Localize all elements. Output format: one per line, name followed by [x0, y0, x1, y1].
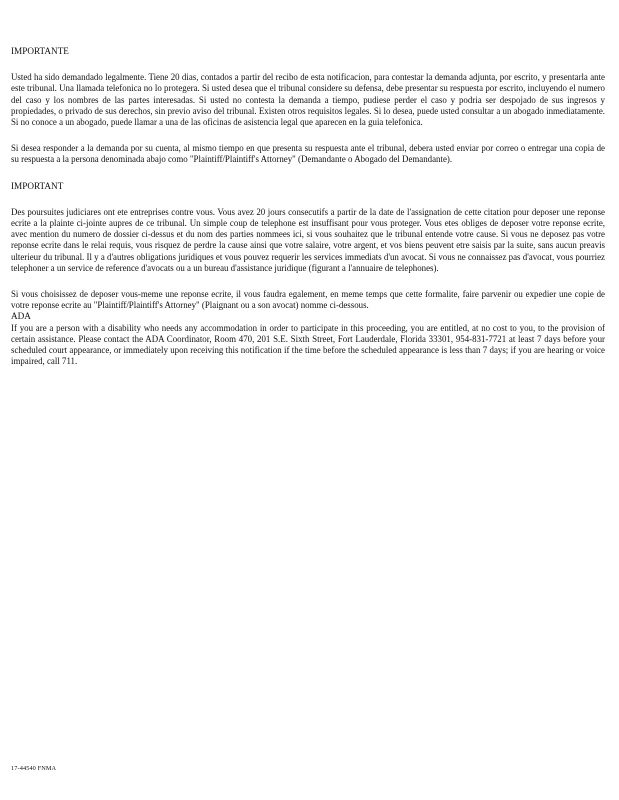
french-paragraph-1: Des poursuites judiciares ont ete entreprises contre vous. Vous avez 20 jours consecutifs a partir de la date de l'assignation de cette citation pour deposer une reponse ecrite a la plainte ci-jointe aupres de ce tribunal. Un simple coup de telephone est insuffisant pour vous proteger. Vous etes obliges de deposer votre reponse ecrite, avec mention du numero de dossier ci-dessus et du nom des parties nommees ici, si vous souhaitez que le tribunal entende votre cause. Si vous ne deposez pas votre reponse ecrite dans le relai requis, vous risquez de perdre la cause ainsi que votre salaire, votre argent, et vos biens peuvent etre saisis par la suite, sans aucun preavis ulterieur du tribunal. Il y a d'autres obligations juridiques et vous pouvez requerir les services immediats d'un avocat. Si vous ne connaissez pas d'avocat, vous pourriez telephoner a un service de reference d'avocats ou a un bureau d'assistance juridique (figurant a l'annuaire de telephones).	[11, 206, 605, 273]
document-footer-id: 17-44540 FNMA	[11, 765, 57, 772]
spanish-paragraph-1: Usted ha sido demandado legalmente. Tiene 20 dias, contados a partir del recibo de esta notificacion, para contestar la demanda adjunta, por escrito, y presentarla ante este tribunal. Una llamada telefonica no lo protegera. Si usted desea que el tribunal considere su defensa, debe presentar su respuesta por escrito, incluyendo el numero del caso y los nombres de las partes interesadas. Si usted no contesta la demanda a tiempo, pudiese perder el caso y podria ser despojado de sus ingresos y propiedades, o privado de sus derechos, sin previo aviso del tribunal. Existen otros requisitos legales. Si lo desea, puede usted consultar a un abogado inmediatamente. Si no conoce a un abogado, puede llamar a una de las oficinas de asistencia legal que aparecen en la guia telefonica.	[11, 72, 605, 128]
french-heading: IMPORTANT	[11, 180, 64, 191]
notice-body	[11, 46, 605, 367]
spanish-heading: IMPORTANTE	[11, 46, 69, 56]
ada-paragraph: If you are a person with a disability who needs any accommodation in order to participate in this proceeding, you are entitled, at no cost to you, to the provision of certain assistance. Please contact the ADA Coordinator, Room 470, 201 S.E. Sixth Street, Fort Lauderdale, Florida 33301, 954-831-7721 at least 7 days before your scheduled court appearance, or immediately upon receiving this notification if the time before the scheduled appearance is less than 7 days; if you are hearing or voice impaired, call 711.	[11, 322, 605, 367]
french-paragraph-2: Si vous choisissez de deposer vous-meme une reponse ecrite, il vous faudra egalement, en meme temps que cette formalite, faire parvenir ou expedier une copie de votre reponse ecrite au "Plaintiff/Plaintiff's Attorney" (Plaignant ou a son avocat) nomme ci-dessous.	[11, 289, 605, 311]
ada-heading: ADA	[11, 311, 31, 322]
spanish-paragraph-2: Si desea responder a la demanda por su cuenta, al mismo tiempo en que presenta su respuesta ante el tribunal, debera usted enviar por correo o entregar una copia de su respuesta a la persona denominada abajo como "Plaintiff/Plaintiff's Attorney" (Demandante o Abogado del Demandante).	[11, 143, 605, 165]
